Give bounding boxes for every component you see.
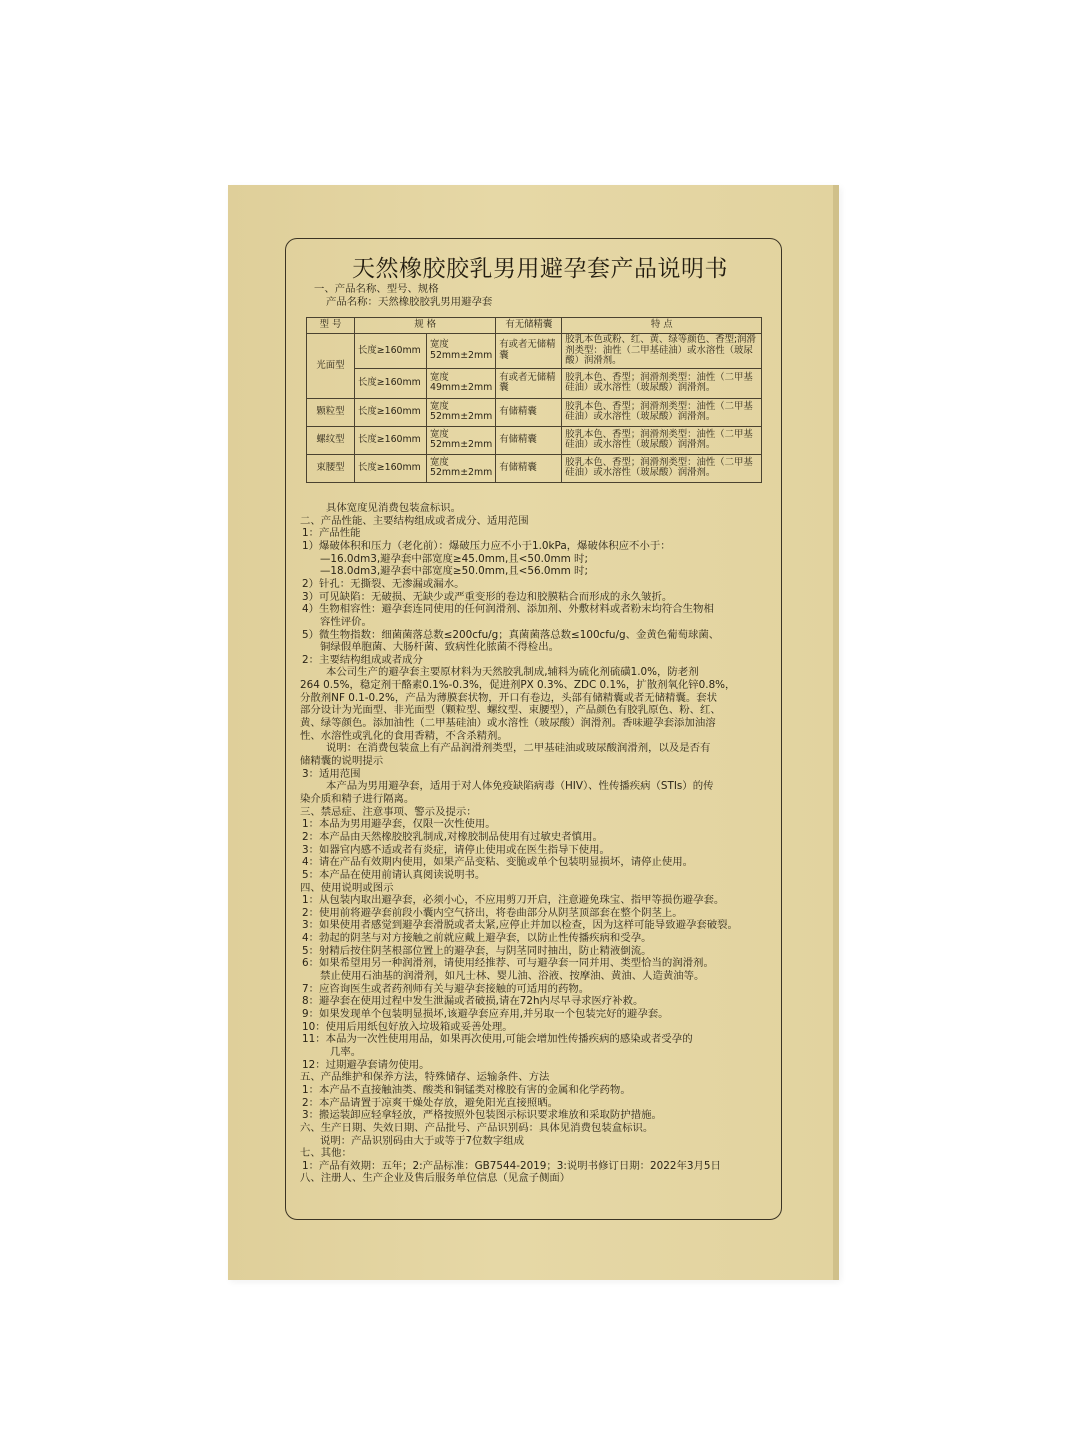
instruction-line: 七、其他： [300,1147,352,1160]
instruction-line: 9：如果发现单个包装明显损坏,该避孕套应弃用,并另取一个包装完好的避孕套。 [302,1008,669,1020]
instruction-line: 3：适用范围 [302,767,361,780]
cell-reservoir: 有或者无储精囊 [496,334,562,369]
instruction-line: 3）可见缺陷：无破损、无缺少或严重变形的卷边和胶膜粘合而形成的永久皱折。 [302,590,673,603]
instruction-line: 8：避孕套在使用过程中发生泄漏或者破损,请在72h内尽早寻求医疗补救。 [302,995,644,1008]
instruction-line: 具体宽度见消费包装盒标识。 [326,502,462,514]
instruction-line: 1：产品有效期：五年；2:产品标准：GB7544-2019；3:说明书修订日期：2022年3月5日 [302,1159,721,1172]
cell-width: 宽度52mm±2mm [427,426,496,454]
cell-width: 宽度52mm±2mm [427,334,496,369]
instruction-line: 黄、绿等颜色。添加油性（二甲基硅油）或水溶性（玻尿酸）润滑剂。香味避孕套添加油溶 [300,717,716,730]
instruction-line: 储精囊的说明提示 [300,755,384,767]
cell-features: 胶乳本色、香型；润滑剂类型：油性（二甲基硅油）或水溶性（玻尿酸）润滑剂。 [562,454,762,482]
instruction-line: 四、使用说明或图示 [300,881,394,894]
instruction-line: 禁止使用石油基的润滑剂，如凡士林、婴儿油、浴液、按摩油、黄油、人造黄油等。 [320,970,705,983]
instruction-line: 11：本品为一次性使用用品，如果再次使用,可能会增加性传播疾病的感染或者受孕的 [302,1033,693,1046]
instruction-line: 5：本产品在使用前请认真阅读说明书。 [302,868,486,881]
instruction-line: 说明：产品识别码由大于或等于7位数字组成 [320,1134,525,1147]
instruction-line: 2）针孔：无撕裂、无渗漏或漏水。 [302,577,465,590]
header-type: 型 号 [307,318,355,334]
instruction-line: 3：如器官内感不适或者有炎症，请停止使用或在医生指导下使用。 [302,843,610,856]
cell-length: 长度≥160mm [355,398,427,426]
cell-reservoir: 有储精囊 [496,454,562,482]
instruction-line: 6：如果希望用另一种润滑剂，请使用经推荐、可与避孕套一同并用、类型恰当的润滑剂。 [302,957,714,970]
instruction-line: 1：产品性能 [302,527,361,540]
instruction-line: 4：请在产品有效期内使用，如果产品变粘、变脆或单个包装明显损坏，请停止使用。 [302,856,694,869]
cell-length: 长度≥160mm [355,334,427,369]
cell-type: 螺纹型 [307,426,355,454]
instruction-line: 说明：在消费包装盒上有产品润滑剂类型，二甲基硅油或玻尿酸润滑剂，以及是否有 [326,742,711,755]
instruction-line: 4）生物相容性：避孕套连同使用的任何润滑剂、添加剂、外敷材料或者粉末均符合生物相 [302,603,714,616]
instruction-line: 五、产品维护和保养方法，特殊储存、运输条件、方法 [300,1071,550,1084]
instruction-line: —16.0dm3,避孕套中部宽度≥45.0mm,且<50.0mm 时; [320,552,588,565]
instruction-line: 1）爆破体积和压力（老化前）：爆破压力应不小于1.0kPa，爆破体积应不小于： [302,539,671,552]
instruction-line: 六、生产日期、失效日期、产品批号、产品识别码：具体见消费包装盒标识。 [300,1121,654,1134]
instruction-line: 1：从包装内取出避孕套，必须小心，不应用剪刀开启，注意避免珠宝、指甲等损伤避孕套。 [302,894,725,907]
instruction-line: 二、产品性能、主要结构组成或者成分、适用范围 [300,514,529,527]
cell-length: 长度≥160mm [355,426,427,454]
cell-features: 胶乳本色、香型；润滑剂类型：油性（二甲基硅油）或水溶性（玻尿酸）润滑剂。 [562,426,762,454]
instruction-line: 八、注册人、生产企业及售后服务单位信息（见盒子侧面） [300,1172,571,1185]
instruction-line: 铜绿假单胞菌、大肠杆菌、致病性化脓菌不得检出。 [320,641,559,654]
instruction-line: 1：本品为男用避孕套，仅限一次性使用。 [302,818,496,831]
cell-reservoir: 有或者无储精囊 [496,368,562,398]
instruction-line: 2：本产品由天然橡胶胶乳制成,对橡胶制品使用有过敏史者慎用。 [302,830,603,843]
instruction-line: 2：使用前将避孕套前段小囊内空气挤出，将卷曲部分从阴茎顶部套在整个阴茎上。 [302,906,683,919]
table-row [307,426,762,454]
cell-width: 宽度52mm±2mm [427,454,496,482]
product-name-line: 产品名称：天然橡胶胶乳男用避孕套 [326,296,493,308]
instruction-line: 12：过期避孕套请勿使用。 [302,1058,430,1071]
cell-reservoir: 有储精囊 [496,398,562,426]
instruction-line: 分散剂NF 0.1-0.2%，产品为薄膜套状物，开口有卷边，头部有储精囊或者无储精囊。套状 [300,691,718,704]
instruction-line: 2：主要结构组成或者成分 [302,653,423,666]
instruction-line: 本公司生产的避孕套主要原材料为天然胶乳制成,辅料为硫化剂硫磺1.0%，防老剂 [326,666,699,679]
instruction-line: 3：如果使用者感觉到避孕套滑脱或者太紧,应停止并加以检查，因为这样可能导致避孕套破裂。 [302,919,738,932]
cell-features: 胶乳本色、香型；润滑剂类型：油性（二甲基硅油）或水溶性（玻尿酸）润滑剂。 [562,398,762,426]
instruction-line: 5）微生物指数：细菌菌落总数≤200cfu/g；真菌菌落总数≤100cfu/g、金黄色葡萄球菌、 [302,628,720,641]
instruction-line: 3：搬运装卸应轻拿轻放，严格按照外包装图示标识要求堆放和采取防护措施。 [302,1109,662,1122]
header-spec: 规 格 [355,318,496,334]
instruction-line: 本产品为男用避孕套，适用于对人体免疫缺陷病毒（HIV）、性传播疾病（STIs）的传 [326,780,714,793]
table-row [307,334,762,369]
instruction-line: 2：本产品请置于凉爽干燥处存放，避免阳光直接照晒。 [302,1096,558,1109]
cell-type: 颗粒型 [307,398,355,426]
instruction-line: 几率。 [330,1045,362,1058]
cell-type: 光面型 [307,334,355,399]
instruction-line: 1：本产品不直接触油类、酸类和铜锰类对橡胶有害的金属和化学药物。 [302,1083,631,1096]
instruction-line: 染介质和精子进行隔离。 [300,792,415,805]
cell-type: 束腰型 [307,454,355,482]
instruction-line: 三、禁忌症、注意事项、警示及提示： [300,805,477,818]
cell-features: 胶乳本色或粉、红、黄、绿等颜色、香型;润滑剂类型：油性（二甲基硅油）或水溶性（玻尿酸）润滑剂。 [562,334,762,369]
section-1-title: 一、产品名称、型号、规格 [314,283,439,295]
cell-features: 胶乳本色、香型；润滑剂类型：油性（二甲基硅油）或水溶性（玻尿酸）润滑剂。 [562,368,762,398]
instruction-line: 5：射精后按住阴茎根部位置上的避孕套，与阴茎同时抽出，防止精液倒流。 [302,944,652,957]
cell-length: 长度≥160mm [355,368,427,398]
table-row [307,368,762,398]
header-features: 特 点 [562,318,762,334]
instruction-line: 264 0.5%，稳定剂干酪素0.1%-0.3%，促进剂PX 0.3%、ZDC 0.1%，扩散剂氧化锌0.8%， [300,679,736,692]
instruction-line: 4：勃起的阴茎与对方接触之前就应戴上避孕套，以防止性传播疾病和受孕。 [302,932,652,945]
header-reservoir: 有无储精囊 [496,318,562,334]
cell-width: 宽度52mm±2mm [427,398,496,426]
table-row [307,398,762,426]
cell-reservoir: 有储精囊 [496,426,562,454]
spec-table [306,317,762,483]
instruction-line: —18.0dm3,避孕套中部宽度≥50.0mm,且<56.0mm 时; [320,565,588,578]
instruction-line: 部分设计为光面型、非光面型（颗粒型、螺纹型、束腰型），产品颜色有胶乳原色、粉、红、 [300,704,721,717]
table-row [307,454,762,482]
instruction-line: 性、水溶性或乳化的食用香精，不含杀精剂。 [300,729,508,742]
instruction-line: 7：应咨询医生或者药剂师有关与避孕套接触的可适用的药物。 [302,982,590,995]
cell-length: 长度≥160mm [355,454,427,482]
cell-width: 宽度49mm±2mm [427,368,496,398]
instruction-line: 10：使用后用纸包好放入垃圾箱或妥善处理。 [302,1020,513,1033]
page-title: 天然橡胶胶乳男用避孕套产品说明书 [352,256,728,282]
table-header-row [307,318,762,334]
instruction-line: 容性评价。 [320,615,372,628]
